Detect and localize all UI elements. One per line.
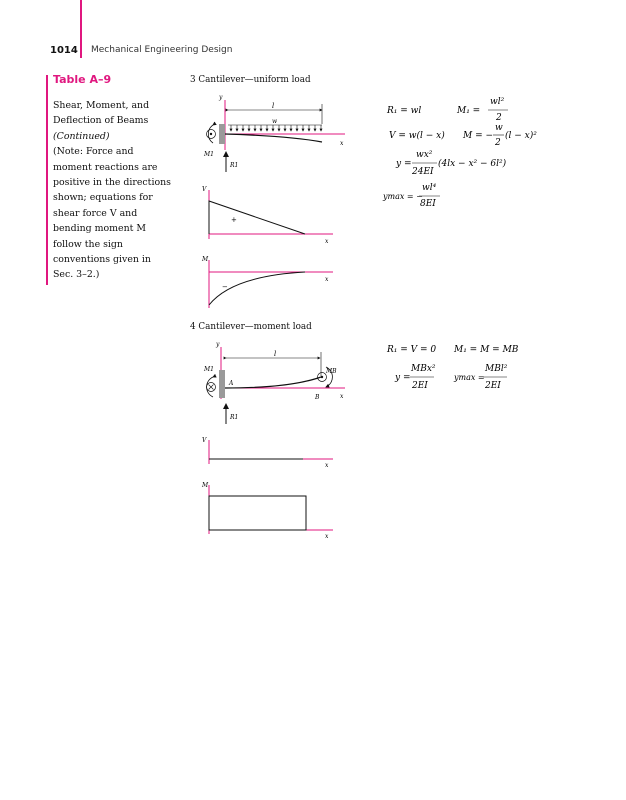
case3-load-arrows bbox=[231, 125, 321, 131]
case4-v-label: V bbox=[202, 437, 207, 444]
sidebar-line: bending moment M bbox=[53, 223, 146, 235]
case3-shear-curve bbox=[209, 201, 305, 234]
case4-m1-arrow bbox=[207, 377, 213, 397]
case3-deflected-beam bbox=[225, 134, 322, 142]
case3-v-x-label: x bbox=[325, 238, 329, 245]
sidebar-line: Deflection of Beams bbox=[53, 115, 149, 127]
sidebar-line: shear force V and bbox=[53, 207, 138, 219]
case4-x-label: x bbox=[340, 393, 344, 400]
eq-m-num: w bbox=[495, 123, 503, 133]
case4-l-label: l bbox=[274, 350, 277, 358]
eq-m1-num: wl² bbox=[490, 97, 505, 107]
sidebar-line: conventions given in bbox=[53, 254, 151, 266]
case4-r1-label: R1 bbox=[230, 414, 239, 421]
eq-y-den: 24EI bbox=[412, 167, 434, 177]
case4-fixed-wall bbox=[219, 370, 225, 398]
case3-r1-label: R1 bbox=[230, 162, 239, 169]
case4-m-label: M bbox=[202, 482, 209, 489]
page-number: 1014 bbox=[50, 45, 78, 56]
sidebar-line: Sec. 3–2.) bbox=[53, 269, 100, 281]
case3-shear-diagram bbox=[202, 186, 333, 245]
case3-minus-sign: − bbox=[222, 283, 228, 291]
eq-m1-lhs: M₁ = bbox=[457, 106, 481, 116]
case4-moment-rect bbox=[209, 496, 306, 530]
sidebar-line: (Continued) bbox=[53, 130, 110, 142]
case3-moment-diagram bbox=[201, 256, 333, 308]
eq4-ymax-num: MBl² bbox=[485, 364, 508, 374]
case4-equations bbox=[386, 345, 519, 391]
book-title: Mechanical Engineering Design bbox=[91, 45, 233, 55]
case4-a-label: A bbox=[229, 380, 234, 387]
case3-w-label: w bbox=[272, 118, 278, 125]
eq-ymax-lhs: ymax = − bbox=[383, 192, 423, 201]
sidebar-line: shown; equations for bbox=[53, 192, 153, 204]
case3-beam-diagram bbox=[203, 94, 345, 172]
case3-y-label: y bbox=[219, 94, 223, 101]
case3-plus-sign: + bbox=[231, 216, 237, 224]
eq4-ymax-lhs: ymax = bbox=[454, 373, 485, 382]
eq4-m1m: M₁ = M = MB bbox=[454, 345, 519, 355]
case4-shear-diagram bbox=[202, 437, 333, 469]
case4-moment-diagram bbox=[201, 482, 333, 540]
eq4-ymax-den: 2EI bbox=[485, 381, 501, 391]
eq-m-rhs: (l − x)² bbox=[505, 131, 537, 141]
case3-fixed-wall bbox=[219, 124, 225, 144]
case3-m-x-label: x bbox=[325, 276, 329, 283]
case3-title: 3 Cantilever—uniform load bbox=[190, 75, 311, 85]
eq-ymax-num: wl⁴ bbox=[422, 183, 437, 193]
table-label: Table A–9 bbox=[53, 73, 112, 86]
case4-m-x-label: x bbox=[325, 533, 329, 540]
case3-m-label: M bbox=[202, 256, 209, 263]
case4-y-label: y bbox=[216, 341, 220, 348]
case3-x-label: x bbox=[340, 140, 344, 147]
eq-v: V = w(l − x) bbox=[389, 131, 445, 141]
sidebar-line: (Note: Force and bbox=[53, 146, 134, 158]
case4-deflected-beam bbox=[225, 377, 321, 388]
eq4-y-num: MBx² bbox=[411, 364, 436, 374]
case3-equations bbox=[382, 97, 537, 209]
eq4-r1v: R₁ = V = 0 bbox=[387, 345, 437, 355]
sidebar-line: follow the sign bbox=[53, 238, 123, 250]
sidebar-line: moment reactions are bbox=[53, 161, 158, 173]
eq-r1: R₁ = wl bbox=[387, 106, 422, 116]
eq-m1-den: 2 bbox=[496, 113, 502, 123]
case4-b-label: B bbox=[315, 394, 320, 401]
case3-m1-label: M1 bbox=[204, 151, 214, 158]
case4-v-x-label: x bbox=[325, 462, 329, 469]
eq-y-num: wx² bbox=[416, 150, 433, 160]
case3-v-label: V bbox=[202, 186, 207, 193]
eq-m-den: 2 bbox=[495, 138, 501, 148]
case4-mb-label: MB bbox=[326, 368, 337, 375]
case3-l-label: l bbox=[272, 102, 275, 110]
eq-y-lhs: y = bbox=[396, 159, 412, 169]
eq-m-lhs: M = − bbox=[463, 131, 494, 141]
case4-m1-label: M1 bbox=[204, 366, 214, 373]
eq-ymax-den: 8EI bbox=[420, 199, 436, 209]
case4-title: 4 Cantilever—moment load bbox=[190, 322, 312, 332]
sidebar-line: positive in the directions bbox=[53, 177, 171, 189]
eq4-y-den: 2EI bbox=[412, 381, 428, 391]
eq4-y-lhs: y = bbox=[395, 373, 411, 383]
sidebar-line: Shear, Moment, and bbox=[53, 100, 150, 111]
eq-y-rhs: (4lx − x² − 6l²) bbox=[438, 159, 507, 169]
case4-beam-diagram bbox=[203, 341, 345, 424]
